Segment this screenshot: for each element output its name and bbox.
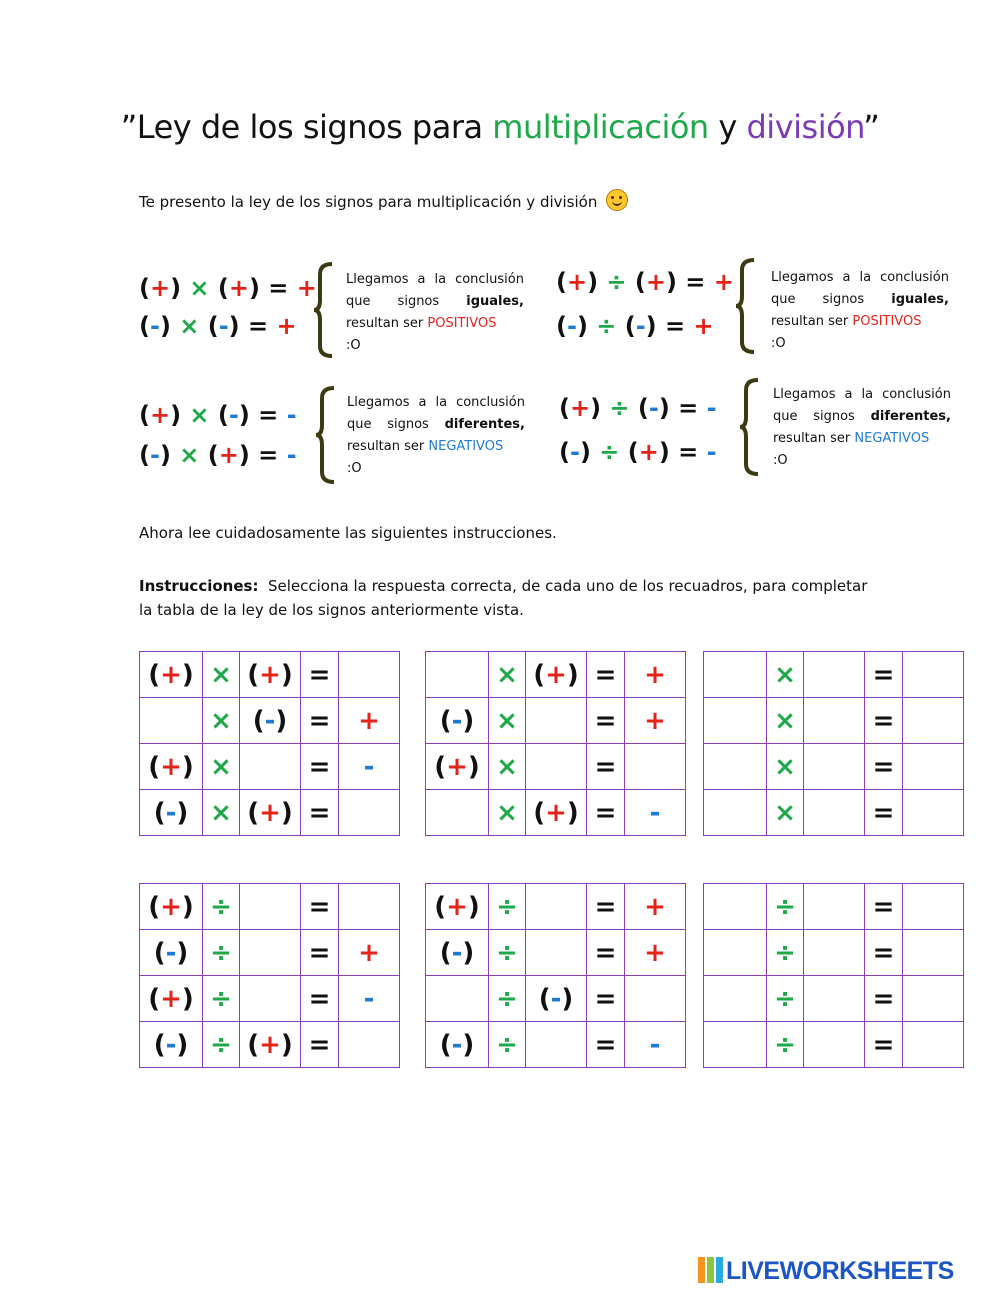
grid-cell: ÷: [489, 1022, 526, 1068]
answer-drop-cell[interactable]: [903, 976, 964, 1022]
grid-cell: (+): [526, 790, 587, 836]
answer-drop-cell[interactable]: [339, 652, 400, 698]
grid-cell: ÷: [203, 930, 240, 976]
grid-cell: =: [301, 652, 339, 698]
grid-cell: =: [865, 790, 903, 836]
title-multiplication: multiplicación: [492, 108, 709, 146]
grid-cell: ×: [489, 790, 526, 836]
answer-drop-cell[interactable]: [704, 698, 767, 744]
grid-mult-2: [425, 651, 686, 836]
answer-drop-cell[interactable]: [339, 1022, 400, 1068]
note-mult-equal: Llegamos a la conclusión que signos iguales, resultan ser POSITIVOS :O: [346, 272, 524, 353]
grid-cell: (-): [426, 698, 489, 744]
grid-cell: (-): [526, 976, 587, 1022]
grid-cell: ×: [203, 698, 240, 744]
grid-cell: =: [587, 930, 625, 976]
grid-div-3: [703, 883, 964, 1068]
grid-cell: =: [301, 930, 339, 976]
grid-cell: ×: [489, 652, 526, 698]
grid-cell: (+): [140, 744, 203, 790]
grid-row: [426, 652, 686, 698]
grid-cell: =: [301, 976, 339, 1022]
grid-cell: (+): [426, 884, 489, 930]
grid-cell: +: [339, 930, 400, 976]
grid-cell: (-): [240, 698, 301, 744]
grid-cell: =: [301, 698, 339, 744]
answer-drop-cell[interactable]: [804, 884, 865, 930]
answer-drop-cell[interactable]: [625, 744, 686, 790]
grid-row: [426, 744, 686, 790]
grid-cell: =: [301, 884, 339, 930]
grid-cell: ÷: [767, 976, 804, 1022]
read-instructions-text: Ahora lee cuidadosamente las siguientes instrucciones.: [139, 524, 557, 542]
note-div-equal: Llegamos a la conclusión que signos iguales, resultan ser POSITIVOS :O: [771, 270, 949, 351]
grid-cell: -: [339, 744, 400, 790]
note-div-different: Llegamos a la conclusión que signos diferentes, resultan ser NEGATIVOS :O: [773, 387, 951, 468]
rule-div-neg-neg: (-) ÷ (-) = +: [556, 312, 714, 340]
rule-mult-pos-pos: (+) × (+) = +: [139, 274, 317, 302]
brace-icon: [738, 378, 762, 476]
grid-cell: -: [339, 976, 400, 1022]
grid-row: [704, 744, 964, 790]
answer-drop-cell[interactable]: [804, 976, 865, 1022]
grid-cell: =: [587, 652, 625, 698]
grid-cell: +: [339, 698, 400, 744]
answer-drop-cell[interactable]: [903, 698, 964, 744]
answer-drop-cell[interactable]: [704, 930, 767, 976]
title-division: división: [746, 108, 864, 146]
smiley-icon: [606, 189, 628, 211]
answer-drop-cell[interactable]: [526, 698, 587, 744]
grid-row: [426, 698, 686, 744]
answer-drop-cell[interactable]: [426, 976, 489, 1022]
grid-cell: =: [865, 744, 903, 790]
grid-cell: =: [587, 790, 625, 836]
grid-cell: ×: [767, 698, 804, 744]
grid-cell: (-): [140, 930, 203, 976]
answer-drop-cell[interactable]: [240, 930, 301, 976]
answer-drop-cell[interactable]: [704, 652, 767, 698]
answer-drop-cell[interactable]: [704, 976, 767, 1022]
grid-cell: =: [587, 884, 625, 930]
grid-mult-3: [703, 651, 964, 836]
answer-drop-cell[interactable]: [903, 1022, 964, 1068]
brace-icon: [312, 262, 336, 358]
grid-cell: -: [625, 1022, 686, 1068]
answer-drop-cell[interactable]: [903, 884, 964, 930]
rule-div-pos-neg: (+) ÷ (-) = -: [559, 394, 717, 422]
grid-cell: ÷: [767, 884, 804, 930]
answer-drop-cell[interactable]: [240, 884, 301, 930]
grid-cell: =: [301, 790, 339, 836]
grid-cell: ×: [203, 790, 240, 836]
grid-row: [704, 790, 964, 836]
answer-drop-cell[interactable]: [426, 790, 489, 836]
grid-cell: (-): [140, 1022, 203, 1068]
brace-icon: [734, 258, 758, 354]
grid-cell: ÷: [203, 884, 240, 930]
answer-drop-cell[interactable]: [526, 930, 587, 976]
rule-mult-neg-pos: (-) × (+) = -: [139, 441, 297, 469]
answer-drop-cell[interactable]: [240, 744, 301, 790]
rule-mult-neg-neg: (-) × (-) = +: [139, 312, 297, 340]
answer-drop-cell[interactable]: [339, 790, 400, 836]
answer-drop-cell[interactable]: [704, 884, 767, 930]
grid-cell: =: [865, 930, 903, 976]
grid-row: [140, 744, 400, 790]
grid-cell: (+): [240, 652, 301, 698]
grid-cell: =: [865, 698, 903, 744]
grid-cell: ×: [767, 652, 804, 698]
grid-cell: +: [625, 652, 686, 698]
grid-cell: =: [301, 744, 339, 790]
grid-cell: ÷: [767, 930, 804, 976]
grid-row: [704, 698, 964, 744]
grid-cell: (+): [140, 976, 203, 1022]
grid-cell: ×: [203, 652, 240, 698]
grid-cell: ×: [489, 744, 526, 790]
grid-row: [140, 790, 400, 836]
grid-row: [704, 884, 964, 930]
grid-cell: =: [587, 744, 625, 790]
grid-div-2: [425, 883, 686, 1068]
grid-cell: +: [625, 930, 686, 976]
grid-cell: =: [865, 652, 903, 698]
grid-cell: (-): [426, 1022, 489, 1068]
answer-drop-cell[interactable]: [804, 930, 865, 976]
grid-row: [426, 790, 686, 836]
grid-cell: ÷: [489, 930, 526, 976]
grid-cell: =: [865, 884, 903, 930]
answer-drop-cell[interactable]: [526, 744, 587, 790]
note-mult-different: Llegamos a la conclusión que signos diferentes, resultan ser NEGATIVOS :O: [347, 395, 525, 476]
answer-drop-cell[interactable]: [903, 790, 964, 836]
liveworksheets-logo: LIVEWORKSHEETS: [698, 1253, 954, 1286]
answer-drop-cell[interactable]: [704, 790, 767, 836]
grid-cell: ÷: [203, 976, 240, 1022]
rule-div-pos-pos: (+) ÷ (+) = +: [556, 268, 734, 296]
grid-row: [426, 976, 686, 1022]
answer-drop-cell[interactable]: [526, 884, 587, 930]
grid-cell: +: [625, 698, 686, 744]
grid-row: [140, 1022, 400, 1068]
answer-drop-cell[interactable]: [804, 1022, 865, 1068]
rule-div-neg-pos: (-) ÷ (+) = -: [559, 438, 717, 466]
answer-drop-cell[interactable]: [804, 698, 865, 744]
grid-row: [426, 884, 686, 930]
grid-cell: ×: [767, 790, 804, 836]
grid-cell: =: [587, 976, 625, 1022]
grid-cell: (+): [140, 652, 203, 698]
grid-cell: (-): [426, 930, 489, 976]
grid-cell: =: [865, 1022, 903, 1068]
answer-drop-cell[interactable]: [804, 744, 865, 790]
grid-cell: ×: [767, 744, 804, 790]
instructions: Instrucciones: Selecciona la respuesta correcta, de cada uno de los recuadros, para completar la tabla de la ley de los signos anteriormente vista.: [139, 577, 868, 619]
grid-div-1: [139, 883, 400, 1068]
grid-cell: (+): [526, 652, 587, 698]
brace-icon: [314, 386, 338, 484]
answer-drop-cell[interactable]: [704, 744, 767, 790]
answer-drop-cell[interactable]: [804, 652, 865, 698]
answer-drop-cell[interactable]: [903, 930, 964, 976]
grid-row: [704, 1022, 964, 1068]
rule-mult-pos-neg: (+) × (-) = -: [139, 401, 297, 429]
grid-cell: ÷: [489, 976, 526, 1022]
grid-cell: ×: [203, 744, 240, 790]
grid-cell: ÷: [767, 1022, 804, 1068]
grid-cell: (+): [140, 884, 203, 930]
grid-cell: (+): [426, 744, 489, 790]
grid-row: [426, 1022, 686, 1068]
grid-row: [140, 976, 400, 1022]
intro-text: Te presento la ley de los signos para multiplicación y división: [139, 185, 628, 211]
grid-cell: =: [865, 976, 903, 1022]
grid-row: [426, 930, 686, 976]
liveworksheets-icon: [698, 1257, 724, 1283]
grid-cell: +: [625, 884, 686, 930]
answer-drop-cell[interactable]: [339, 884, 400, 930]
grid-cell: (+): [240, 1022, 301, 1068]
answer-drop-cell[interactable]: [804, 790, 865, 836]
grid-cell: -: [625, 790, 686, 836]
page-title: ”Ley de los signos para multiplicación y división”: [120, 108, 880, 146]
answer-drop-cell[interactable]: [240, 976, 301, 1022]
grid-cell: ÷: [203, 1022, 240, 1068]
grid-row: [140, 652, 400, 698]
answer-drop-cell[interactable]: [526, 1022, 587, 1068]
grid-row: [140, 698, 400, 744]
answer-drop-cell[interactable]: [903, 744, 964, 790]
answer-drop-cell[interactable]: [903, 652, 964, 698]
grid-cell: =: [587, 698, 625, 744]
grid-row: [140, 884, 400, 930]
grid-row: [704, 652, 964, 698]
grid-cell: ×: [489, 698, 526, 744]
grid-cell: =: [587, 1022, 625, 1068]
grid-cell: (+): [240, 790, 301, 836]
answer-drop-cell[interactable]: [426, 652, 489, 698]
grid-cell: =: [301, 1022, 339, 1068]
answer-drop-cell[interactable]: [140, 698, 203, 744]
answer-drop-cell[interactable]: [704, 1022, 767, 1068]
grid-row: [704, 930, 964, 976]
grid-cell: (-): [140, 790, 203, 836]
answer-drop-cell[interactable]: [625, 976, 686, 1022]
grid-mult-1: [139, 651, 400, 836]
grid-cell: ÷: [489, 884, 526, 930]
grid-row: [704, 976, 964, 1022]
grid-row: [140, 930, 400, 976]
